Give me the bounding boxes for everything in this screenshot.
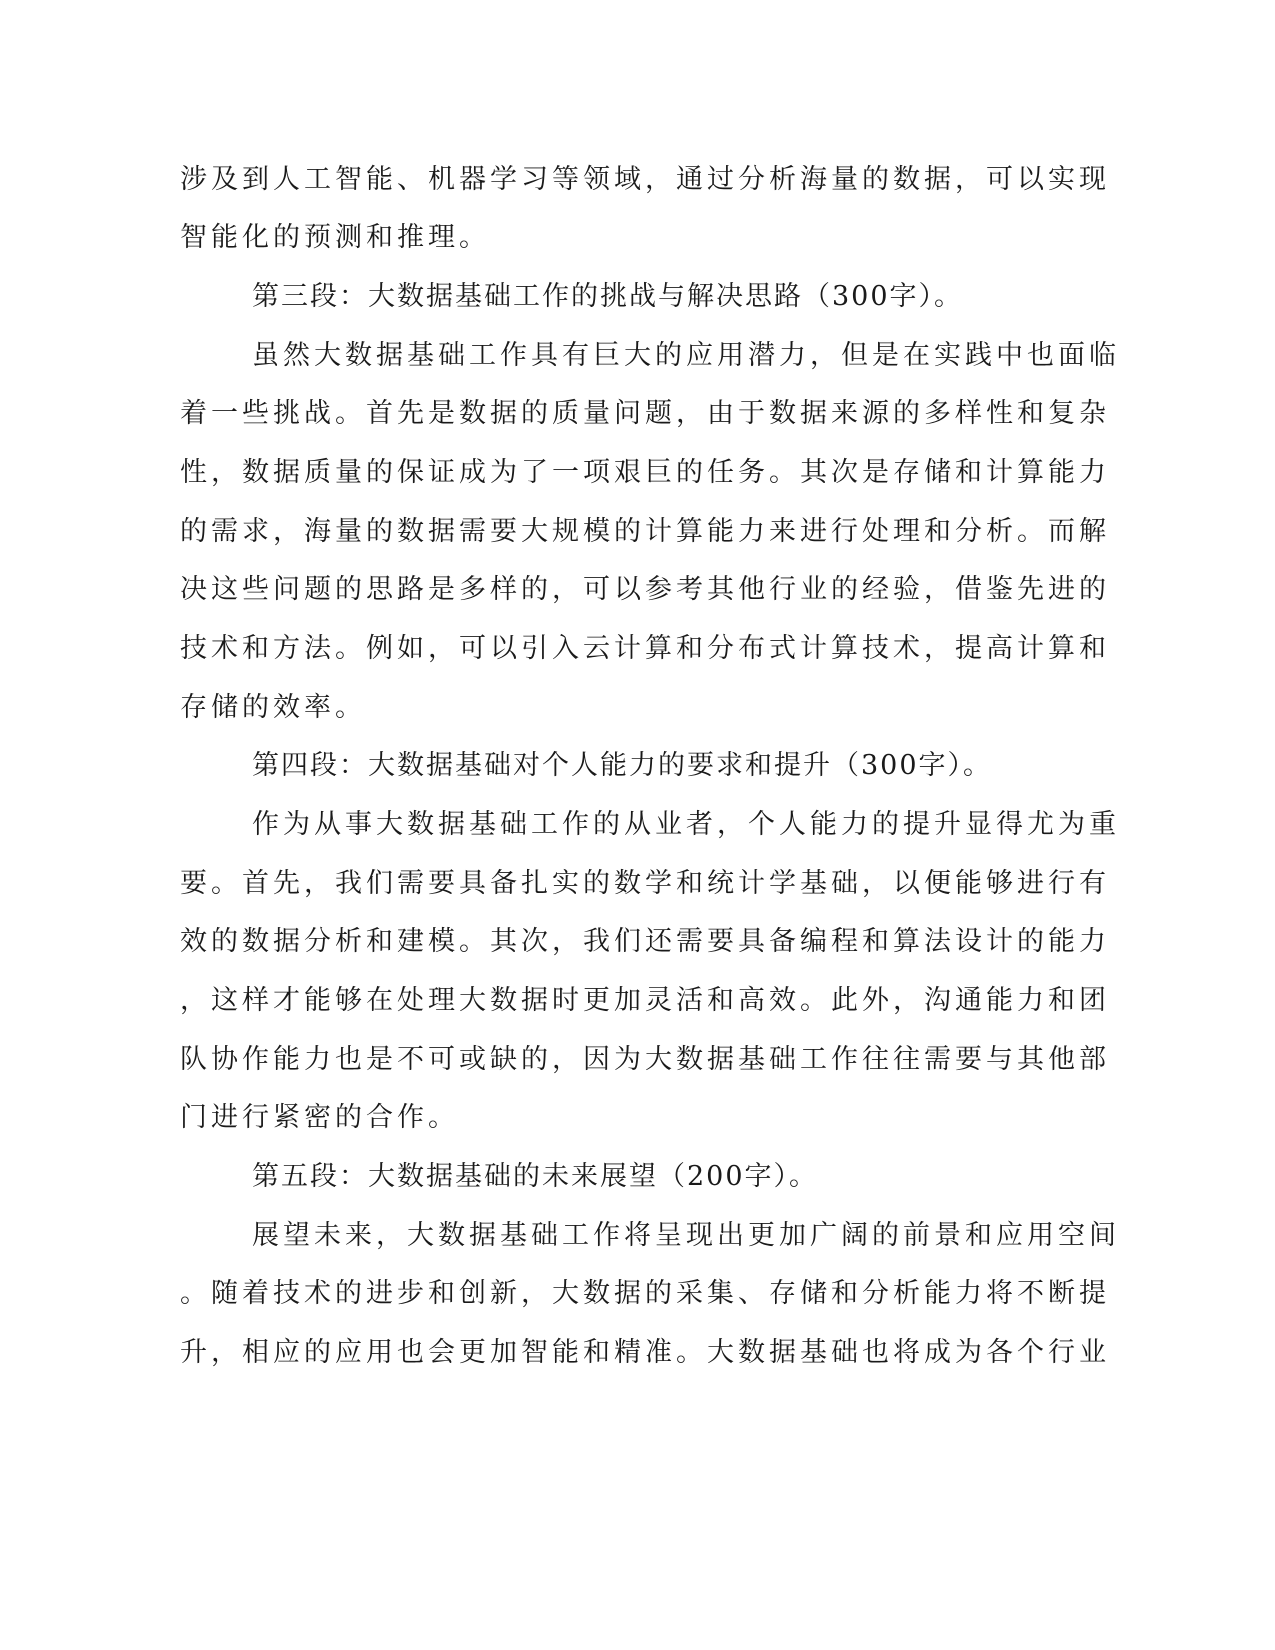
text-line: 技术和方法。例如，可以引入云计算和分布式计算技术，提高计算和: [180, 633, 1110, 664]
text-line: 的需求，海量的数据需要大规模的计算能力来进行处理和分析。而解: [180, 516, 1110, 547]
text-line: 着一些挑战。首先是数据的质量问题，由于数据来源的多样性和复杂: [180, 398, 1110, 429]
text-line: 效的数据分析和建模。其次，我们还需要具备编程和算法设计的能力: [180, 926, 1110, 957]
text-line: 性，数据质量的保证成为了一项艰巨的任务。其次是存储和计算能力: [180, 457, 1110, 488]
paragraph-4-start: 作为从事大数据基础工作的从业者，个人能力的提升显得尤为重: [252, 809, 1120, 840]
text-line: 要。首先，我们需要具备扎实的数学和统计学基础，以便能够进行有: [180, 868, 1110, 899]
section-heading-3: 第三段：大数据基础工作的挑战与解决思路（300字）。: [252, 281, 964, 312]
paragraph-5-start: 展望未来，大数据基础工作将呈现出更加广阔的前景和应用空间: [252, 1220, 1120, 1251]
text-line: ，这样才能够在处理大数据时更加灵活和高效。此外，沟通能力和团: [180, 985, 1110, 1016]
section-heading-5: 第五段：大数据基础的未来展望（200字）。: [252, 1161, 819, 1192]
text-line: 队协作能力也是不可或缺的，因为大数据基础工作往往需要与其他部: [180, 1044, 1110, 1075]
text-line: 决这些问题的思路是多样的，可以参考其他行业的经验，借鉴先进的: [180, 574, 1110, 605]
text-line: 存储的效率。: [180, 692, 366, 723]
paragraph-3-start: 虽然大数据基础工作具有巨大的应用潜力，但是在实践中也面临: [252, 340, 1120, 371]
text-line: 。随着技术的进步和创新，大数据的采集、存储和分析能力将不断提: [180, 1278, 1110, 1309]
text-line: 智能化的预测和推理。: [180, 222, 490, 253]
text-line: 门进行紧密的合作。: [180, 1102, 459, 1133]
section-heading-4: 第四段：大数据基础对个人能力的要求和提升（300字）。: [252, 750, 993, 781]
text-line: 涉及到人工智能、机器学习等领域，通过分析海量的数据，可以实现: [180, 164, 1110, 195]
text-line: 升，相应的应用也会更加智能和精准。大数据基础也将成为各个行业: [180, 1337, 1110, 1368]
